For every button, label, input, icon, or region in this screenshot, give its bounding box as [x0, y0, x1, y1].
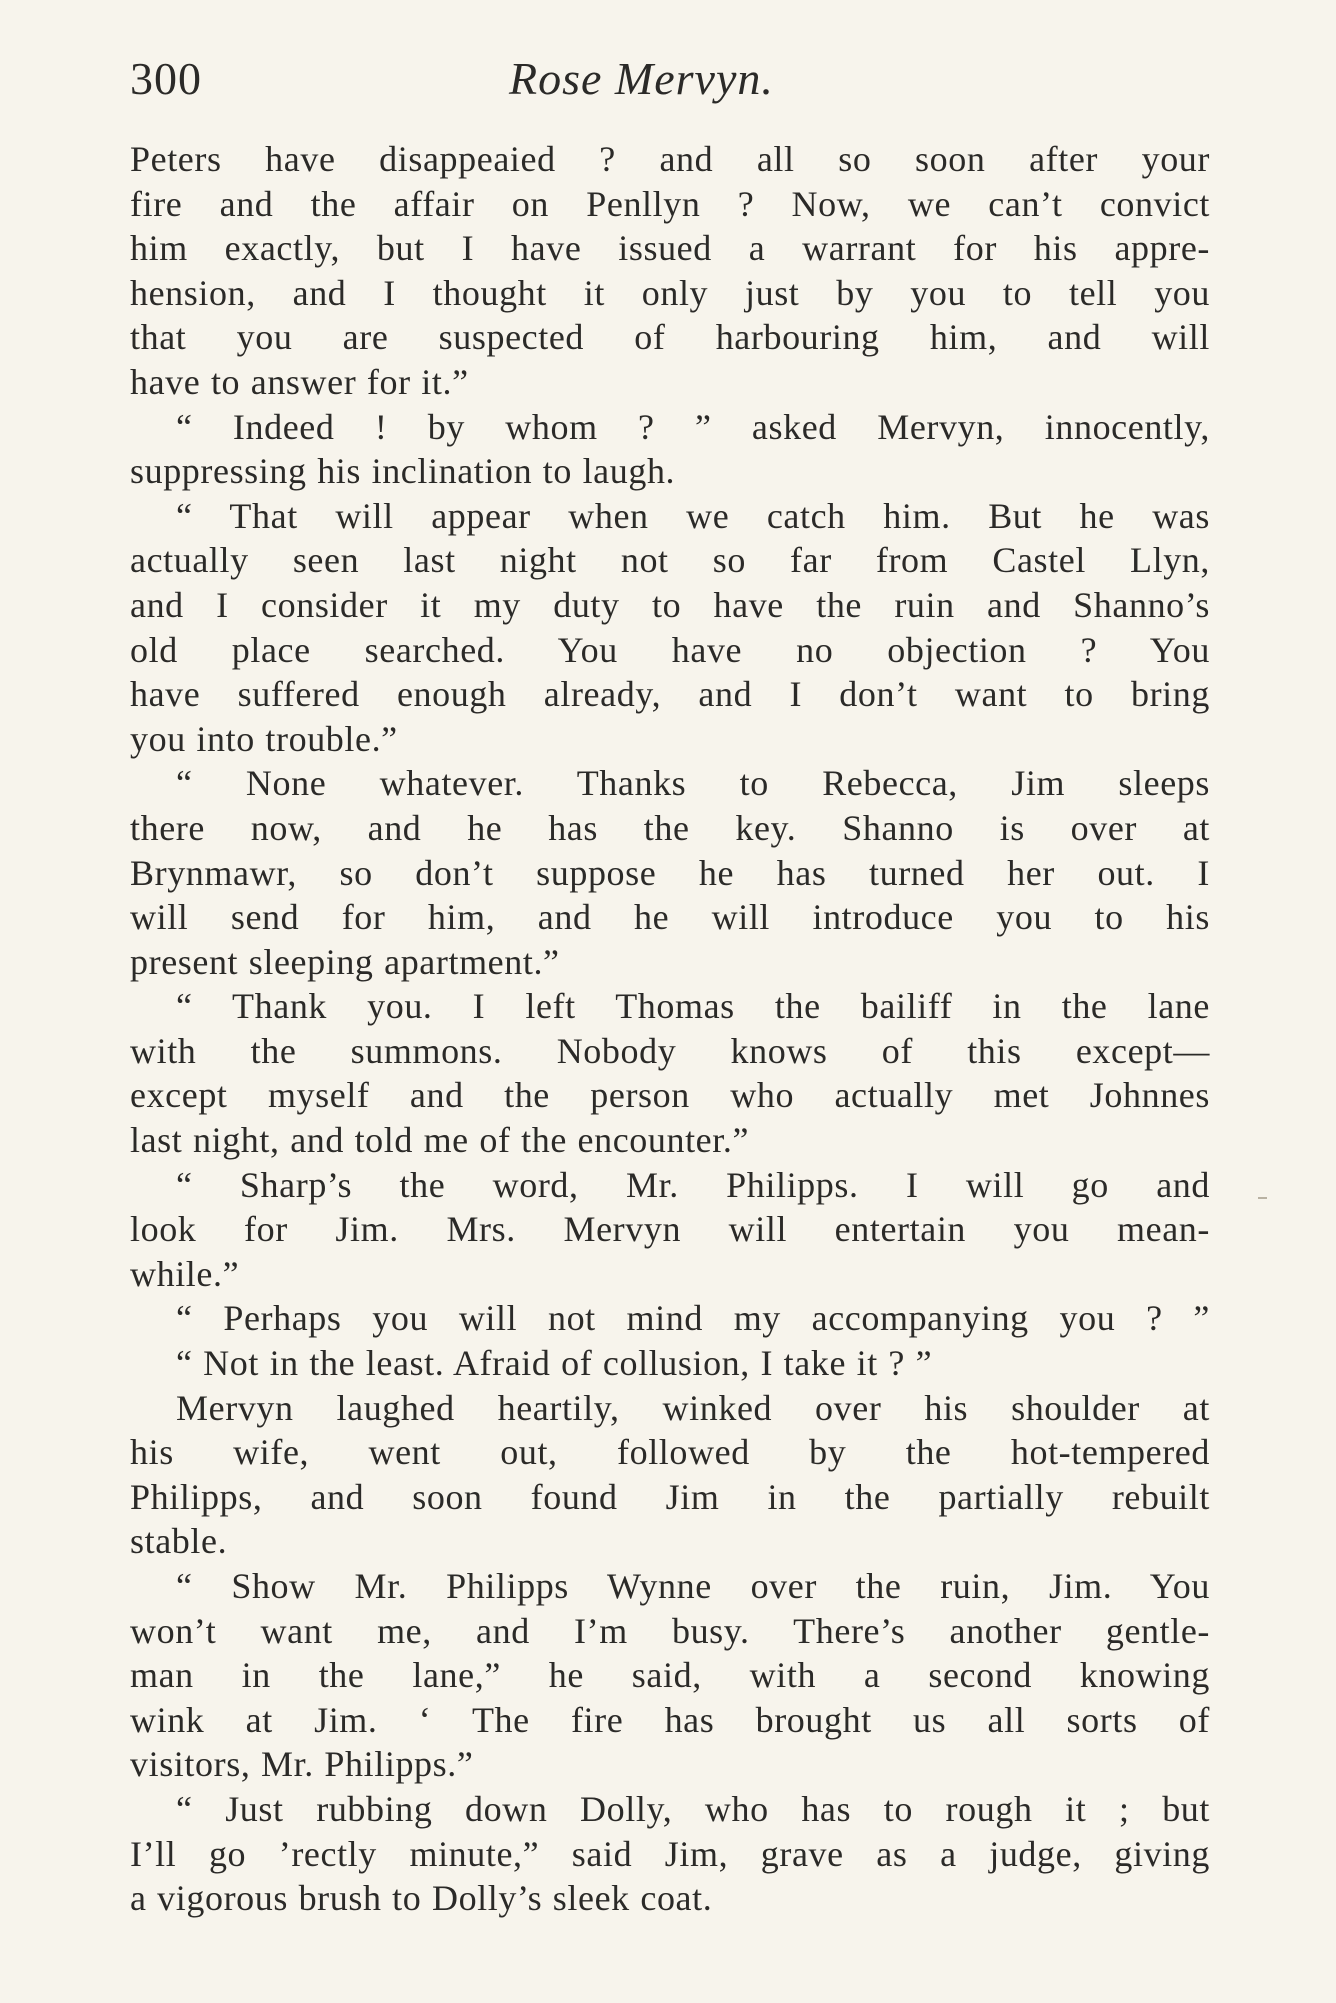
text-line: “ Show Mr. Philipps Wynne over the ruin, Jim. You: [176, 1566, 1210, 1606]
text-line: visitors, Mr. Philipps.”: [130, 1744, 474, 1785]
text-line: his wife, went out, followed by the hot-tempered: [130, 1432, 1210, 1473]
text-line: wink at Jim. ‘ The fire has brought us all sorts of: [130, 1699, 1210, 1740]
book-page: [130, 52, 1210, 1972]
text-line: with the summons. Nobody knows of this except—: [130, 1030, 1210, 1071]
running-head: [130, 52, 1210, 112]
text-line: last night, and told me of the encounter.”: [130, 1120, 750, 1161]
text-line: “ Sharp’s the word, Mr. Philipps. I will go and: [176, 1164, 1210, 1205]
text-line: “ Thank you. I left Thomas the bailiff in the lane: [176, 986, 1210, 1027]
text-line: and I consider it my duty to have the ruin and Shanno’s: [130, 584, 1210, 625]
text-line: stable.: [130, 1521, 228, 1562]
text-line: “ Perhaps you will not mind my accompanying you ? ”: [176, 1298, 1210, 1339]
text-line: suppressing his inclination to laugh.: [130, 451, 676, 492]
running-title: Rose Mervyn.: [509, 53, 774, 104]
text-line: have suffered enough already, and I don’t want to bring: [130, 674, 1210, 715]
text-line: hension, and I thought it only just by you to tell you: [130, 272, 1210, 313]
text-line: I’ll go ’rectly minute,” said Jim, grave as a judge, giving: [130, 1833, 1210, 1874]
text-line: “ Indeed ! by whom ? ” asked Mervyn, innocently,: [176, 406, 1210, 447]
paper-speck: [1258, 1197, 1267, 1199]
text-line: old place searched. You have no objection ? You: [130, 629, 1210, 670]
text-line: “ Just rubbing down Dolly, who has to rough it ; but: [176, 1788, 1210, 1829]
body-text: [130, 137, 1210, 1921]
text-line: Philipps, and soon found Jim in the partially rebuilt: [130, 1476, 1210, 1517]
text-line: will send for him, and he will introduce you to his: [130, 897, 1210, 938]
text-line: him exactly, but I have issued a warrant for his appre-: [130, 228, 1210, 269]
text-line: fire and the affair on Penllyn ? Now, we can’t convict: [130, 183, 1210, 224]
text-line: actually seen last night not so far from Castel Llyn,: [130, 540, 1210, 581]
text-line: Peters have disappeaied ? and all so soon after your: [130, 139, 1210, 179]
text-line: have to answer for it.”: [130, 361, 469, 402]
text-line: “ Not in the least. Afraid of collusion, I take it ? ”: [176, 1343, 933, 1384]
text-line: look for Jim. Mrs. Mervyn will entertain you mean-: [130, 1209, 1210, 1250]
page-number: 300: [130, 53, 202, 104]
text-line: man in the lane,” he said, with a second knowing: [130, 1655, 1210, 1696]
text-line: “ That will appear when we catch him. But he was: [176, 495, 1210, 536]
text-line: present sleeping apartment.”: [130, 941, 560, 982]
text-line: there now, and he has the key. Shanno is over at: [130, 807, 1210, 848]
text-line: won’t want me, and I’m busy. There’s another gentle-: [130, 1610, 1210, 1651]
text-line: Mervyn laughed heartily, winked over his shoulder at: [176, 1387, 1210, 1428]
text-line: “ None whatever. Thanks to Rebecca, Jim sleeps: [176, 763, 1210, 804]
text-line: while.”: [130, 1253, 240, 1294]
text-line: you into trouble.”: [130, 718, 398, 759]
text-line: except myself and the person who actually met Johnnes: [130, 1075, 1210, 1116]
text-line: Brynmawr, so don’t suppose he has turned her out. I: [130, 852, 1210, 893]
text-line: a vigorous brush to Dolly’s sleek coat.: [130, 1878, 713, 1919]
text-line: that you are suspected of harbouring him, and will: [130, 317, 1210, 358]
